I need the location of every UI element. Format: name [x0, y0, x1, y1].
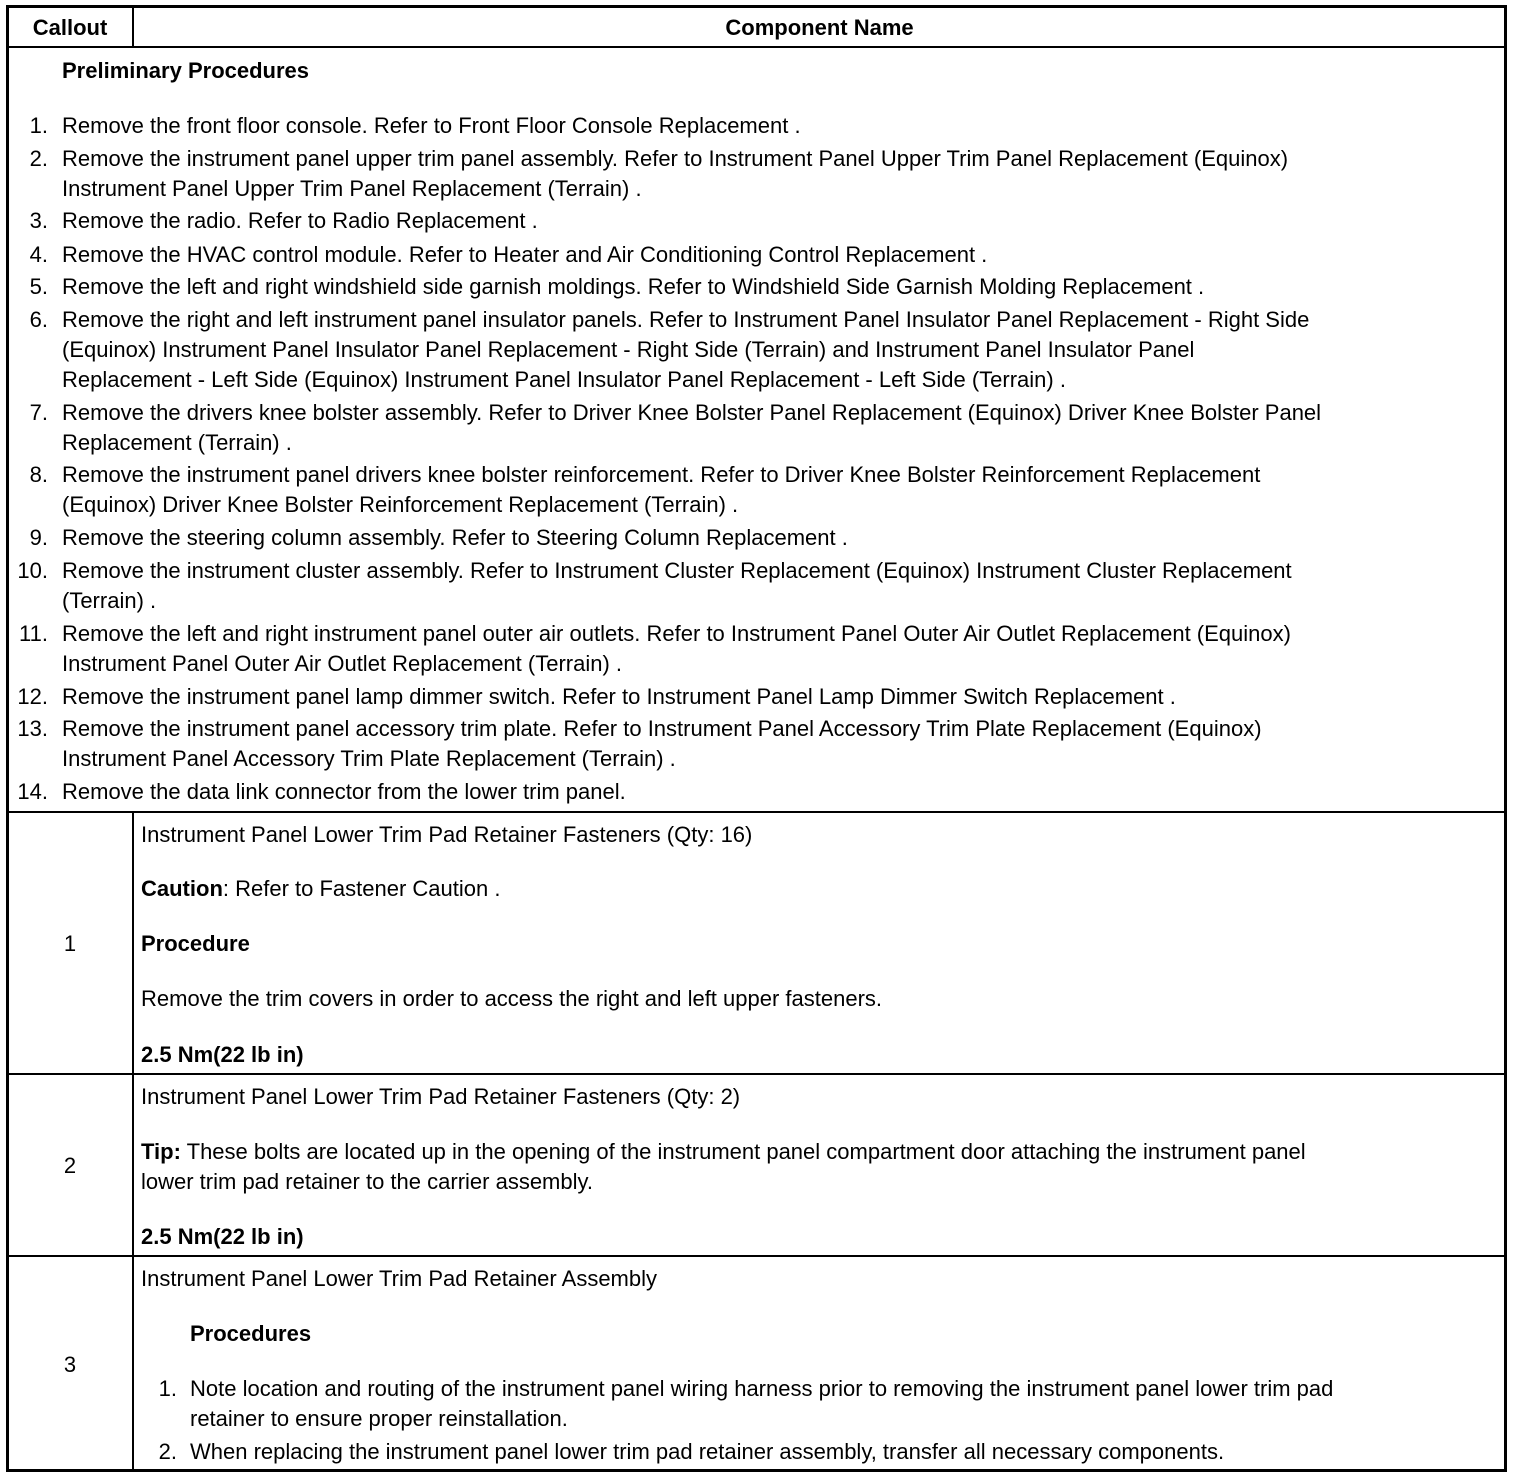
step-number: 1. [158, 1376, 177, 1401]
torque-spec: 2.5 Nm(22 lb in) [141, 1042, 304, 1067]
step-text: Instrument Panel Accessory Trim Plate Replacement (Terrain) . [62, 746, 676, 771]
tip-text: These bolts are located up in the opening of the instrument panel compartment door attaching the instrument panel [180, 1139, 1306, 1164]
step-text: (Equinox) Instrument Panel Insulator Panel Replacement - Right Side (Terrain) and Instrument Panel Insulator Panel [62, 337, 1195, 362]
step-number: 10. [17, 558, 48, 583]
step-number: 3. [29, 208, 48, 233]
step-text: Remove the steering column assembly. Refer to Steering Column Replacement . [62, 525, 848, 550]
step-number: 11. [19, 621, 48, 646]
step-number: 6. [29, 307, 48, 332]
caution-text: : Refer to Fastener Caution . [222, 876, 501, 901]
torque-spec: 2.5 Nm(22 lb in) [141, 1224, 304, 1249]
step-text: (Terrain) . [62, 588, 157, 613]
step-text: Remove the instrument panel lamp dimmer switch. Refer to Instrument Panel Lamp Dimmer Switch Replacement . [62, 684, 1176, 709]
step-text: Remove the instrument panel drivers knee bolster reinforcement. Refer to Driver Knee Bolster Reinforcement Replacement [62, 462, 1261, 487]
step-number: 2. [29, 146, 48, 171]
component-name: Instrument Panel Lower Trim Pad Retainer Fasteners (Qty: 16) [141, 822, 753, 847]
tip-label: Tip: [141, 1139, 181, 1164]
row-divider [6, 1073, 1507, 1075]
step-number: 4. [29, 242, 48, 267]
step-text: Remove the left and right instrument panel outer air outlets. Refer to Instrument Panel Outer Air Outlet Replacement (Equinox) [62, 621, 1291, 646]
step-text: Remove the right and left instrument panel insulator panels. Refer to Instrument Panel Insulator Panel Replacement - Right Side [62, 307, 1310, 332]
step-text: (Equinox) Driver Knee Bolster Reinforcement Replacement (Terrain) . [62, 492, 739, 517]
step-text: Remove the instrument panel upper trim panel assembly. Refer to Instrument Panel Upper Trim Panel Replacement (Equinox) [62, 146, 1289, 171]
step-text: Remove the data link connector from the lower trim panel. [62, 779, 626, 804]
step-text: Remove the instrument panel accessory trim plate. Refer to Instrument Panel Accessory Trim Plate Replacement (Equinox) [62, 716, 1262, 741]
step-number: 9. [29, 525, 48, 550]
step-text: Replacement - Left Side (Equinox) Instrument Panel Insulator Panel Replacement - Left Side (Terrain) . [62, 367, 1066, 392]
step-text: Remove the front floor console. Refer to Front Floor Console Replacement . [62, 113, 801, 138]
step-number: 5. [29, 274, 48, 299]
procedure-text: Remove the trim covers in order to access the right and left upper fasteners. [141, 986, 883, 1011]
callout-number: 2 [63, 1153, 77, 1178]
step-number: 12. [17, 684, 48, 709]
step-number: 7. [29, 400, 48, 425]
row-divider [6, 1255, 1507, 1257]
component-name: Instrument Panel Lower Trim Pad Retainer Fasteners (Qty: 2) [141, 1084, 741, 1109]
procedures-heading: Procedures [190, 1321, 312, 1346]
step-text: Note location and routing of the instrument panel wiring harness prior to removing the instrument panel lower trim pad [190, 1376, 1334, 1401]
row-divider [6, 811, 1507, 813]
procedure-heading: Procedure [141, 931, 250, 956]
column-divider [132, 811, 134, 1472]
step-text: Instrument Panel Outer Air Outlet Replacement (Terrain) . [62, 651, 623, 676]
step-number: 2. [158, 1439, 177, 1464]
step-text: Instrument Panel Upper Trim Panel Replacement (Terrain) . [62, 176, 642, 201]
callout-number: 3 [63, 1352, 77, 1377]
step-text: retainer to ensure proper reinstallation. [190, 1406, 568, 1431]
step-text: Remove the HVAC control module. Refer to Heater and Air Conditioning Control Replacement . [62, 242, 988, 267]
component-name-header: Component Name [725, 15, 914, 40]
caution-note [141, 876, 500, 902]
step-text: Remove the radio. Refer to Radio Replacement . [62, 208, 538, 233]
step-text: Remove the drivers knee bolster assembly. Refer to Driver Knee Bolster Panel Replacement (Equinox) Driver Knee Bolster Panel [62, 400, 1322, 425]
preliminary-title: Preliminary Procedures [62, 58, 310, 83]
caution-label: Caution [141, 876, 223, 901]
step-number: 1. [29, 113, 48, 138]
step-number: 13. [17, 716, 48, 741]
step-text: Remove the instrument cluster assembly. Refer to Instrument Cluster Replacement (Equinox) Instrument Cluster Replacement [62, 558, 1292, 583]
step-text: Replacement (Terrain) . [62, 430, 292, 455]
component-name: Instrument Panel Lower Trim Pad Retainer Assembly [141, 1266, 658, 1291]
step-number: 8. [29, 462, 48, 487]
callout-number: 1 [63, 931, 77, 956]
header-divider [6, 46, 1507, 48]
callout-header: Callout [32, 15, 108, 40]
tip-note [141, 1139, 1306, 1165]
step-number: 14. [17, 779, 48, 804]
step-text: Remove the left and right windshield side garnish moldings. Refer to Windshield Side Garnish Molding Replacement . [62, 274, 1205, 299]
tip-text: lower trim pad retainer to the carrier assembly. [141, 1169, 593, 1194]
step-text: When replacing the instrument panel lower trim pad retainer assembly, transfer all necessary components. [190, 1439, 1225, 1464]
